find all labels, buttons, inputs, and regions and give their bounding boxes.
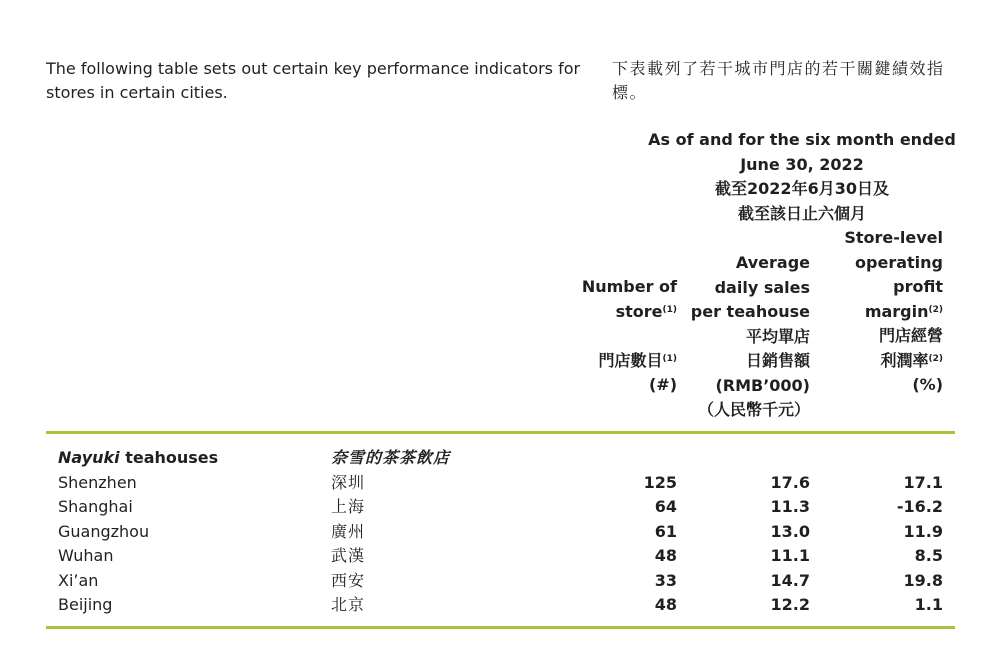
stores-value: 61 [654,521,677,541]
table-row [0,471,1000,496]
margin-value: 17.1 [903,472,943,492]
margin-header-line3: profit [893,277,943,296]
margin-header-line4: margin$^{(2)}$ [864,301,943,321]
margin-header-line1: Store-level [844,228,943,247]
column-header-stores [582,275,677,398]
city-en: Xi’an [58,570,99,590]
stores-header-zh: 門店數目$^{(1)}$ [598,350,677,370]
footnote-ref: (2) [928,304,943,315]
table-row [0,593,1000,618]
column-header-sales [691,251,810,423]
footnote-ref: (1) [662,304,677,315]
sales-header-zh-unit: （人民幣千元） [697,400,810,419]
stores-value: 48 [654,595,677,614]
margin-value: 8.5 [914,546,943,565]
intro-chinese: 下表載列了若干城市門店的若干關鍵績效指標。 [612,59,945,102]
city-zh: 上海 [331,497,366,516]
period-zh-line1: 截至2022年6月30日及 [715,179,889,198]
column-header-margin [844,226,943,398]
stores-header-line2: store$^{(1)}$ [615,301,677,321]
stores-value: 64 [654,497,677,516]
stores-value: 125 [643,472,677,492]
sales-header-line2: daily sales [714,277,810,297]
sales-value: 11.3 [770,497,810,516]
city-en: Guangzhou [58,521,150,541]
table-row [0,495,1000,520]
period-en-line2: June 30, 2022 [740,154,864,174]
footnote-ref: (2) [928,353,943,364]
sales-value: 13.0 [770,521,810,541]
period-en-line1: As of and for the six month ended [648,130,956,149]
table-row [0,569,1000,594]
footnote-ref: (1) [662,353,677,364]
margin-value: -16.2 [896,497,943,516]
margin-value: 19.8 [903,570,943,590]
sales-header-zh-line1: 平均單店 [745,326,810,346]
city-en: Shenzhen [58,472,137,492]
sales-value: 11.1 [770,546,810,565]
city-zh: 廣州 [331,521,366,541]
period-header [592,128,1000,226]
margin-header-line2: operating [855,252,943,272]
city-zh: 深圳 [331,472,366,492]
table-top-rule [46,431,955,434]
city-en: Shanghai [58,497,133,516]
section-heading-en: Nayuki teahouses [58,448,219,467]
margin-value: 1.1 [914,595,943,614]
stores-header-line1: Number of [581,277,677,296]
stores-header-unit: (#) [648,375,677,394]
city-zh: 北京 [331,595,366,614]
city-zh: 武漢 [331,546,366,565]
city-zh: 西安 [331,570,366,590]
city-en: Beijing [58,595,113,614]
sales-header-zh-line2: 日銷售額 [745,351,810,370]
section-heading-row [0,446,1000,471]
sales-header-line1: Average [735,253,810,272]
intro-english: The following table sets out certain key performance indicators for stores in certain cities. [46,59,581,102]
city-en: Wuhan [58,546,114,565]
margin-header-zh-line2: 利潤率$^{(2)}$ [880,350,943,370]
table-bottom-rule [46,626,955,629]
stores-value: 33 [654,570,677,590]
table-row [0,520,1000,545]
margin-value: 11.9 [903,521,943,541]
table-row [0,544,1000,569]
sales-value: 12.2 [770,595,810,614]
sales-value: 17.6 [770,472,810,492]
period-zh-line2: 截至該日止六個月 [737,203,866,223]
margin-header-unit: (%) [912,375,943,394]
sales-header-line3: per teahouse [690,302,810,321]
sales-header-unit: (RMB’000) [715,375,810,395]
section-heading-zh: 奈雪的茶茶飲店 [331,448,451,467]
margin-header-zh-line1: 門店經營 [878,326,943,345]
stores-value: 48 [654,546,677,565]
sales-value: 14.7 [770,570,810,590]
